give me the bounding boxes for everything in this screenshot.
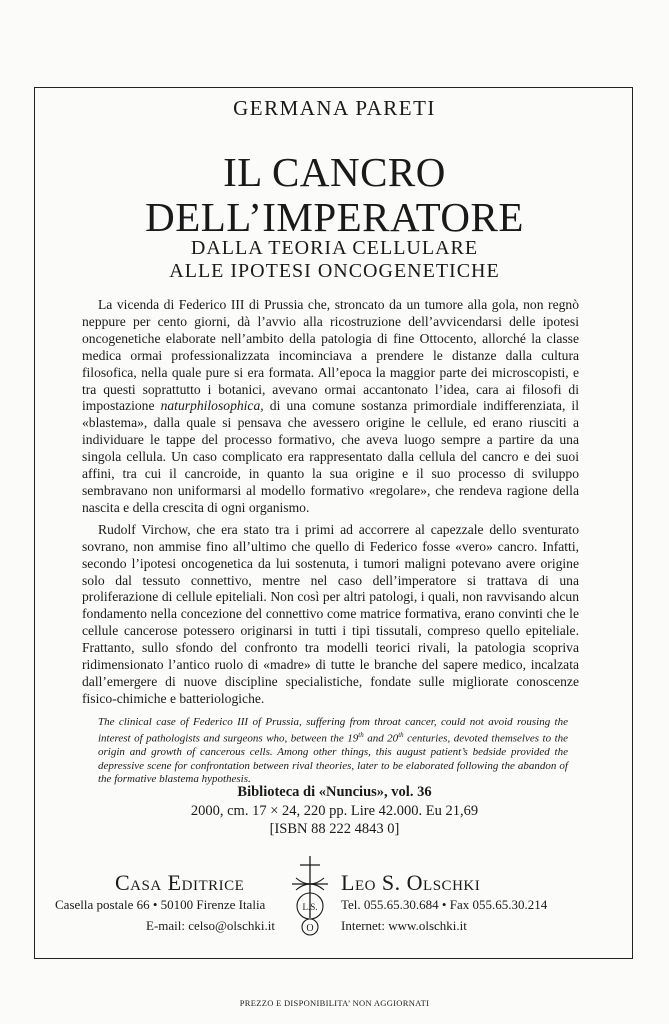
book-subtitle-line-1: DALLA TEORIA CELLULARE bbox=[190, 237, 479, 259]
price-notice: PREZZO E DISPONIBILITA’ NON AGGIORNATI bbox=[239, 998, 430, 1008]
abstract-part-a: The clinical case of Federico III of Prussia, suffering from throat cancer, could not avoid rousing the interest of pathologists and surgeons who, between the 19 bbox=[98, 716, 568, 745]
book-subtitle-line-2: ALLE IPOTESI ONCOGENETICHE bbox=[169, 260, 500, 282]
logo-text-ls: L.S. bbox=[302, 902, 318, 912]
publisher-email: E-mail: celso@olschki.it bbox=[146, 918, 275, 933]
description-paragraph-1 bbox=[82, 297, 579, 517]
book-title-line-2: DELL’IMPERATORE bbox=[145, 194, 524, 240]
publisher-name-left: Casa Editrice bbox=[115, 870, 245, 895]
abstract-part-c: centuries, devoted themselves to the origin and growth of cancerous cells. Among other things, this august patient’s bedside provided the depressive scene for confrontation between rival theories, later to be elaborated following the abandon of the formative blastema hypothesis. bbox=[98, 732, 569, 785]
publisher-phone-fax: Tel. 055.65.30.684 • Fax 055.65.30.214 bbox=[341, 897, 548, 912]
abstract-superscript-2: th bbox=[398, 731, 404, 740]
paragraph-1-italic-term: naturphilosophica bbox=[160, 398, 261, 414]
book-title-line-1: IL CANCRO bbox=[223, 149, 446, 195]
abstract-superscript-1: th bbox=[358, 731, 364, 740]
publisher-website: Internet: www.olschki.it bbox=[341, 918, 467, 933]
description-paragraph-2: Rudolf Virchow, che era stato tra i primi ad accorrere al capezzale dello sventurato sovrano, non ammise fino all’ultimo che quello di Federico fosse «vero» cancro. Infatti, secondo l’ipotesi oncogenetica da lui sostenuta, i tumori maligni potevano avere origine solo dal tessuto connettivo, mentre nel caso dell’imperatore si trattava di una proliferazione di cellule epiteliali. Non così per altri patologi, i quali, non ravvisando alcun fondamento nella concezione del connettivo come matrice formativa, erano convinti che le cellule cancerose potessero originarsi in tutti i tipi tissutali, compreso quello epiteliale. Frattanto, sullo sfondo del confronto tra modelli teorici rivali, la patologia scopriva ridimensionato l’antico ruolo di «madre» di tutte le branche del sapere medico, incalzata dall’emergere di nuove discipline specialistiche, fondate sulle migliorate conoscenze fisico-chimiche e batteriologiche. bbox=[82, 521, 579, 706]
paragraph-1-part-b: , di una comune sostanza primordiale indifferenziata, il «blastema», dalla quale si pensava che avessero origine le cellule, ed erano riusciti a individuare le tappe del processo formativo, che aveva luogo sempre a partire da una singola cellula. Un caso complicato era rappresentato dalla cellula del cancro e dei suoi affini, tra cui il cancroide, in quanto la sua origine e il suo processo di sviluppo sembravano non uniformarsi al modello formativo «regolare», che rendeva ragione della nascita e della crescita di ogni organismo. bbox=[82, 398, 579, 515]
paragraph-1-part-a: La vicenda di Federico III di Prussia che, stroncato da un tumore alla gola, non regnò neppure per cento giorni, dà l’avvio alla ricostruzione dell’avvicendarsi delle ipotesi oncogenetiche elaborate nell’ambito della patologia di fine Ottocento, allorché la classe medica ormai professionalizzata incominciava a prendere le distanze dalla cultura filosofica, nella quale pure si era formata. All’epoca la maggior parte dei microscopisti, e tra questi soprattutto i botanici, avevano ormai accantonato l’idea, cara ai filosofi di impostazione bbox=[82, 297, 579, 414]
publisher-address: Casella postale 66 • 50100 Firenze Italia bbox=[55, 897, 266, 912]
publication-details: 2000, cm. 17 × 24, 220 pp. Lire 42.000. Eu 21,69 bbox=[190, 803, 479, 819]
english-abstract bbox=[98, 716, 568, 786]
description-body bbox=[82, 297, 579, 708]
publisher-name-right: Leo S. Olschki bbox=[341, 870, 481, 895]
abstract-part-b: and 20 bbox=[363, 732, 399, 745]
author-name: GERMANA PARETI bbox=[233, 96, 436, 120]
logo-text-o: O bbox=[306, 923, 314, 934]
series-title: Biblioteca di «Nuncius», vol. 36 bbox=[237, 784, 432, 800]
publisher-logo-icon bbox=[288, 856, 332, 938]
isbn: [ISBN 88 222 4843 0] bbox=[269, 821, 400, 837]
